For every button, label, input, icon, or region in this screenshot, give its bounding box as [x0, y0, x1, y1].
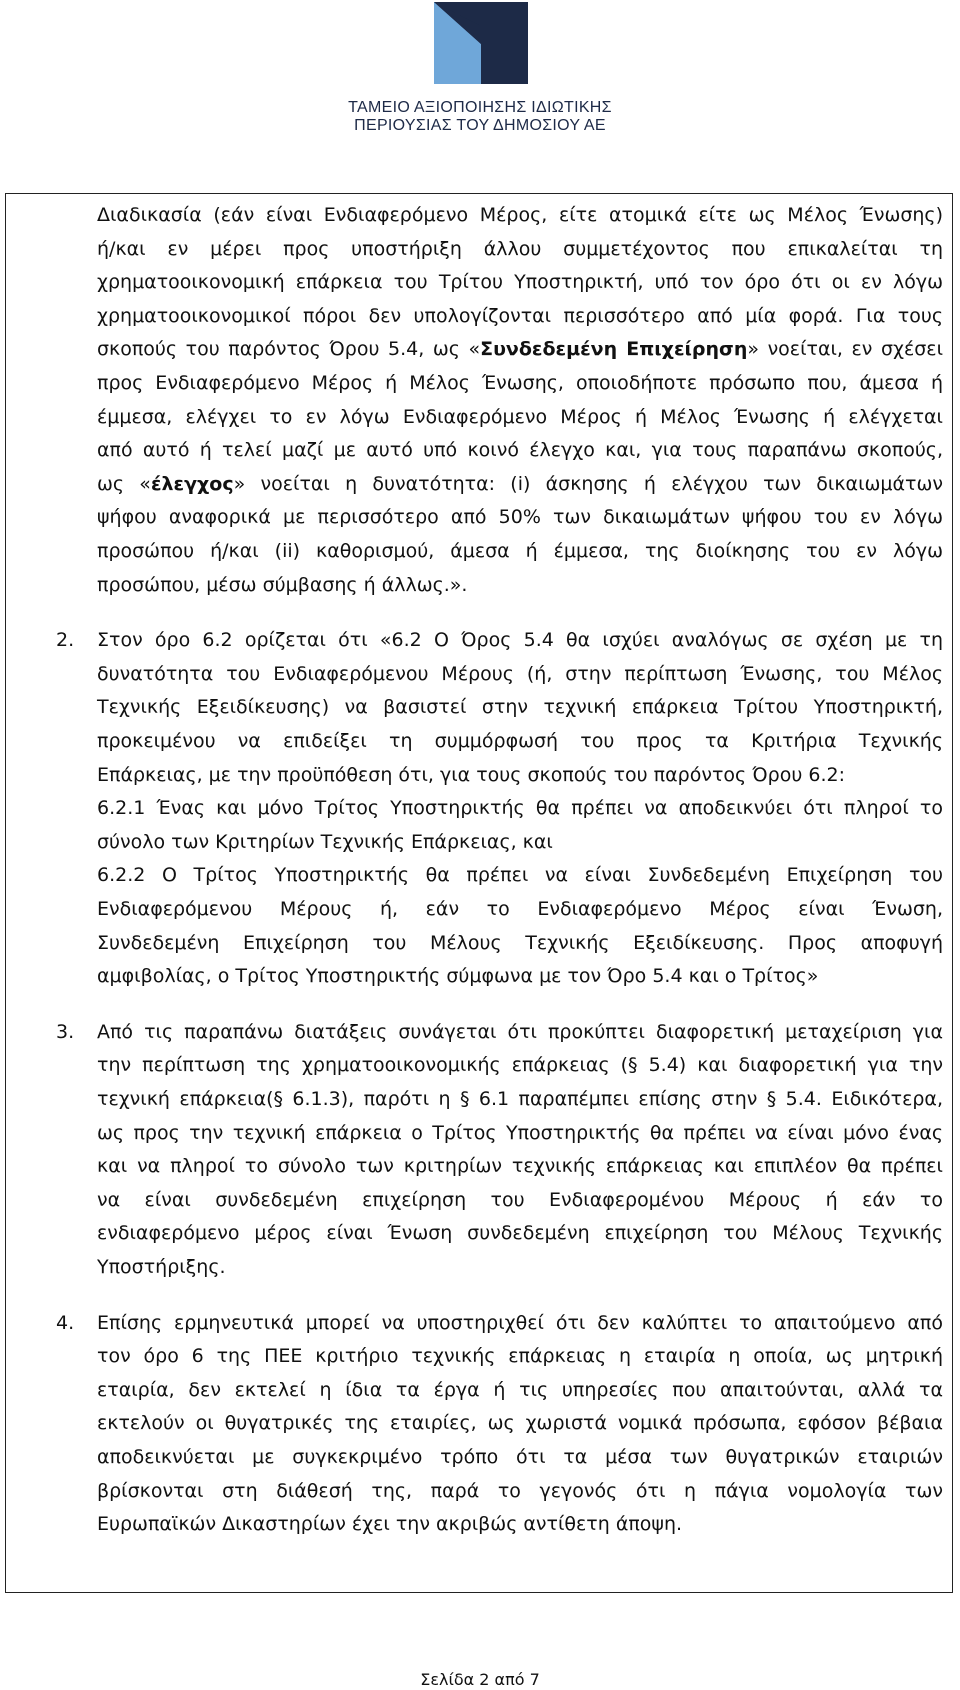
text-line: χρηματοοικονομικοί πόροι δεν υπολογίζονται περισσότερο από μία φορά. Για τους — [97, 304, 943, 327]
text-line: την περίπτωση της χρηματοοικονομικής επάρκειας (§ 5.4) και διαφορετική για την — [97, 1054, 943, 1077]
text-line: προσώπου, μέσω σύμβασης ή άλλως.». — [97, 573, 468, 596]
text-line: Συνδεδεμένη Επιχείρηση του Μέλους Τεχνικής Εξειδίκευσης. Προς αποφυγή — [97, 931, 943, 954]
text-segment: σκοπούς του παρόντος Όρου 5.4, ως « — [97, 338, 481, 361]
text-line — [97, 469, 943, 499]
text-line: Επίσης ερμηνευτικά μπορεί να υποστηριχθεί ότι δεν καλύπτει το απαιτούμενο από — [97, 1311, 943, 1334]
text-line: Ευρωπαϊκών Δικαστηρίων έχει την ακριβώς αντίθετη άποψη. — [97, 1513, 683, 1536]
page-header — [0, 0, 960, 150]
text-line: ως προς την τεχνική επάρκεια ο Τρίτος Υποστηρικτής θα πρέπει να είναι μόνο ένας — [97, 1121, 943, 1144]
text-line: 6.2.2 Ο Τρίτος Υποστηρικτής θα πρέπει να είναι Συνδεδεμένη Επιχείρηση του — [97, 864, 943, 887]
text-line: αποδεικνύεται με συγκεκριμένο τρόπο ότι τα μέσα των θυγατρικών εταιριών — [97, 1446, 943, 1468]
text-line: εκτελούν οι θυγατρικές της εταιρίες, ως χωριστά νομικά πρόσωπα, εφόσον βέβαια — [97, 1412, 943, 1435]
text-line: Τεχνικής Εξειδίκευσης) να βασιστεί στην τεχνική επάρκεια Τρίτου Υποστηρικτή, — [97, 696, 943, 719]
text-line: 6.2.1 Ένας και μόνο Τρίτος Υποστηρικτής θα πρέπει να αποδεικνύει ότι πληροί το — [97, 797, 943, 820]
org-name-line-2: ΠΕΡΙΟΥΣΙΑΣ ΤΟΥ ΔΗΜΟΣΙΟΥ ΑΕ — [354, 117, 606, 134]
fund-logo-icon — [434, 2, 528, 84]
text-line: βρίσκονται στη διάθεσή της, παρά το γεγονός ότι η πάγια νομολογία των — [97, 1479, 943, 1502]
text-line: Υποστήριξης. — [97, 1256, 226, 1278]
text-line: χρηματοοικονομική επάρκεια του Τρίτου Υποστηρικτή, υπό τον όρο ότι οι εν λόγω — [97, 271, 943, 294]
text-line: εταιρία, δεν εκτελεί η ίδια τα έργα ή τις υπηρεσίες που απαιτούνται, αλλά τα — [97, 1378, 943, 1401]
list-number: 2. — [56, 629, 75, 652]
text-line: να είναι συνδεδεμένη επιχείρηση του Ενδιαφερομένου Μέρους ή εάν το — [97, 1188, 943, 1211]
text-segment: ως « — [97, 472, 151, 495]
text-line: Επάρκειας, με την προϋπόθεση ότι, για τους σκοπούς του παρόντος Όρου 6.2: — [97, 763, 845, 786]
text-line: τεχνική επάρκεια(§ 6.1.3), παρότι η § 6.1 παραπέμπει επίσης στην § 5.4. Ειδικότερα, — [97, 1088, 943, 1110]
text-line — [97, 334, 943, 364]
defined-term: Συνδεδεμένη Επιχείρηση — [480, 338, 748, 361]
text-line: προς Ενδιαφερόμενο Μέρος ή Μέλος Ένωσης, οποιοδήποτε πρόσωπο που, άμεσα ή — [97, 372, 943, 394]
list-number: 4. — [56, 1311, 75, 1334]
text-line: ή/και εν μέρει προς υποστήριξη άλλου συμμετέχοντος που επικαλείται τη — [97, 237, 943, 260]
defined-term: έλεγχος — [150, 472, 234, 495]
list-number: 3. — [56, 1020, 75, 1043]
text-line: δυνατότητα του Ενδιαφερόμενου Μέρους (ή, στην περίπτωση Ένωσης, του Μέλος — [97, 662, 943, 685]
text-line: αμφιβολίας, ο Τρίτος Υποστηρικτής σύμφωνα με τον Όρο 5.4 και ο Τρίτος» — [97, 965, 819, 988]
text-line: Διαδικασία (εάν είναι Ενδιαφερόμενο Μέρος, είτε ατομικά είτε ως Μέλος Ένωσης) — [97, 204, 943, 226]
text-line: ψήφου αναφορικά με περισσότερο από 50% των δικαιωμάτων ψήφου του εν λόγω — [97, 506, 943, 529]
text-line: από αυτό ή τελεί μαζί με αυτό υπό κοινό έλεγχο και, για τους παραπάνω σκοπούς, — [97, 439, 943, 462]
text-line: προσώπου ή/και (ii) καθορισμού, άμεσα ή έμμεσα, της διοίκησης του εν λόγω — [97, 540, 943, 562]
text-line: και να πληροί το σύνολο των κριτηρίων τεχνικής επάρκειας και επιπλέον θα πρέπει — [97, 1155, 943, 1178]
text-line: Στον όρο 6.2 ορίζεται ότι «6.2 Ο Όρος 5.4 θα ισχύει αναλόγως σε σχέση με τη — [97, 629, 943, 652]
text-line: σύνολο των Κριτηρίων Τεχνικής Επάρκειας, και — [97, 830, 553, 853]
text-line: προκειμένου να επιδείξει τη συμμόρφωσή του προς τα Κριτήρια Τεχνικής — [97, 730, 943, 752]
page-number: Σελίδα 2 από 7 — [420, 1670, 540, 1689]
text-line: τον όρο 6 της ΠΕΕ κριτήριο τεχνικής επάρκειας η εταιρία η οποία, ως μητρική — [97, 1345, 943, 1368]
text-segment: » νοείται η δυνατότητα: (i) άσκησης ή ελέγχου των δικαιωμάτων — [233, 472, 943, 495]
org-name-line-1: ΤΑΜΕΙΟ ΑΞΙΟΠΟΙΗΣΗΣ ΙΔΙΩΤΙΚΗΣ — [348, 99, 612, 116]
text-line: ενδιαφερόμενο μέρος είναι Ένωση συνδεδεμένη επιχείρηση του Μέλους Τεχνικής — [97, 1222, 943, 1245]
text-line: Από τις παραπάνω διατάξεις συνάγεται ότι προκύπτει διαφορετική μεταχείριση για — [97, 1020, 943, 1043]
text-line: έμμεσα, ελέγχει το εν λόγω Ενδιαφερόμενο Μέρος ή Μέλος Ένωσης ή ελέγχεται — [97, 405, 943, 428]
text-segment: » νοείται, εν σχέσει — [747, 338, 943, 361]
text-line: Ενδιαφερόμενου Μέρους ή, εάν το Ενδιαφερόμενο Μέρος είναι Ένωση, — [97, 898, 943, 920]
